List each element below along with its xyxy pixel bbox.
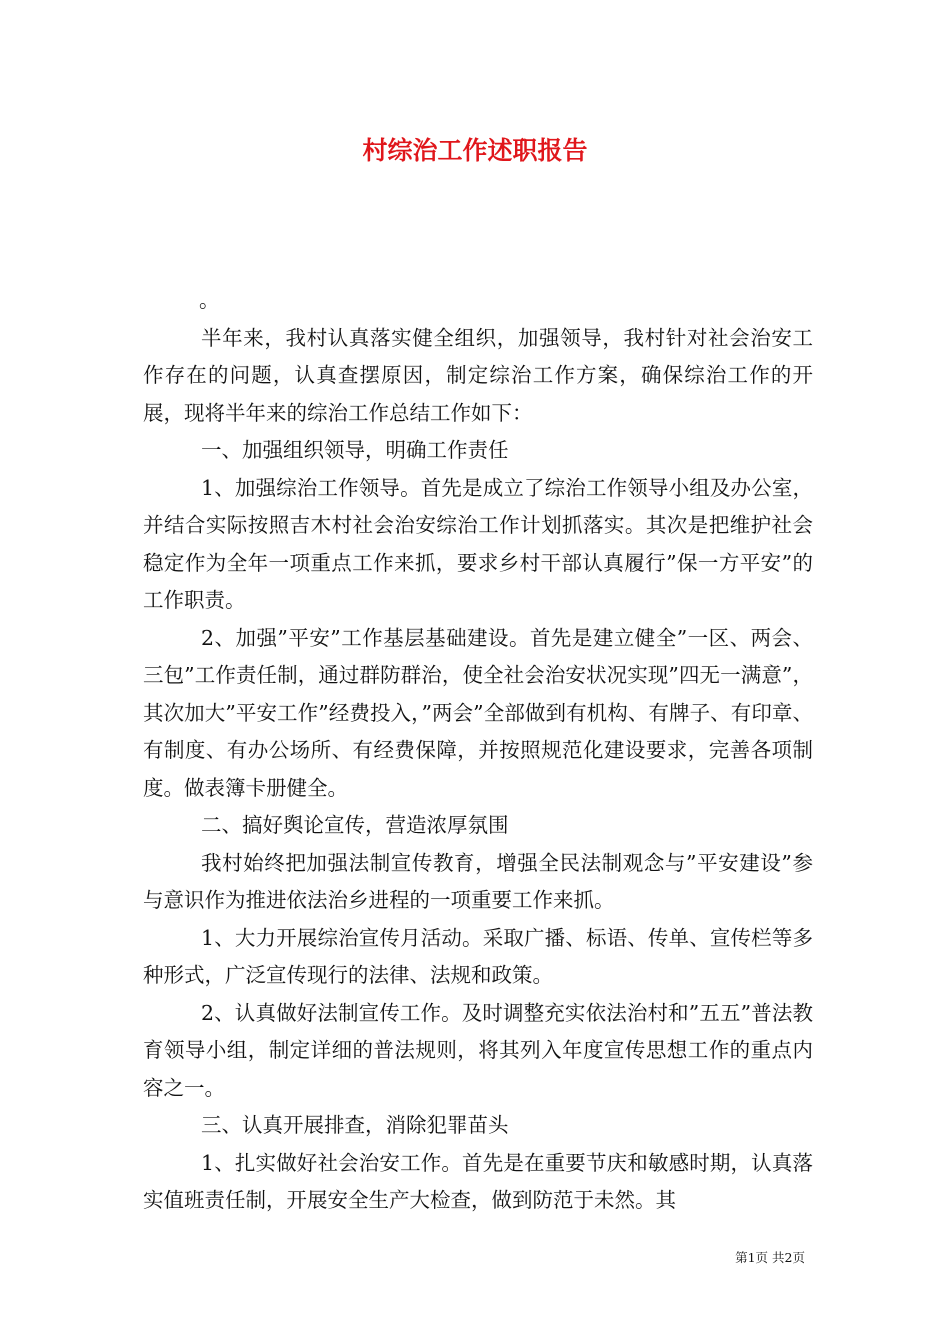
section-heading: 三、认真开展排查，消除犯罪苗头: [201, 1113, 509, 1137]
paragraph: 半年来，我村认真落实健全组织，加强领导，我村针对社会治安工作存在的问题，认真查摆原因，制定综治工作方案，确保综治工作的开展，现将半年来的综治工作总结工作如下：: [143, 325, 813, 425]
paragraph: 2、加强”平安”工作基层基础建设。首先是建立健全”一区、两会、三包”工作责任制，通过群防群治，使全社会治安状况实现”四无一满意”，其次加大”平安工作”经费投入，”两会”全部做到有机构、有牌子、有印章、有制度、有办公场所、有经费保障，并按照规范化建设要求，完善各项制度。做表簿卡册健全。: [143, 625, 813, 800]
paragraph: 1、大力开展综治宣传月活动。采取广播、标语、传单、宣传栏等多种形式，广泛宣传现行的法律、法规和政策。: [143, 925, 813, 987]
paragraph: 1、扎实做好社会治安工作。首先是在重要节庆和敏感时期，认真落实值班责任制，开展安全生产大检查，做到防范于未然。其: [143, 1150, 813, 1212]
paragraph: 。: [199, 288, 220, 312]
page-title: 村综治工作述职报告: [362, 136, 588, 165]
paragraph: 我村始终把加强法制宣传教育，增强全民法制观念与”平安建设”参与意识作为推进依法治乡进程的一项重要工作来抓。: [143, 850, 813, 912]
document-body: [143, 282, 813, 1220]
section-heading: 二、搞好舆论宣传，营造浓厚氛围: [201, 813, 509, 837]
paragraph: 1、加强综治工作领导。首先是成立了综治工作领导小组及办公室，并结合实际按照吉木村社会治安综治工作计划抓落实。其次是把维护社会稳定作为全年一项重点工作来抓，要求乡村干部认真履行”保一方平安”的工作职责。: [143, 475, 813, 612]
section-heading: 一、加强组织领导，明确工作责任: [201, 438, 509, 462]
paragraph: 2、认真做好法制宣传工作。及时调整充实依法治村和”五五”普法教育领导小组，制定详细的普法规则，将其列入年度宣传思想工作的重点内容之一。: [143, 1000, 813, 1100]
page-footer: 第1页 共2页: [735, 1250, 805, 1265]
